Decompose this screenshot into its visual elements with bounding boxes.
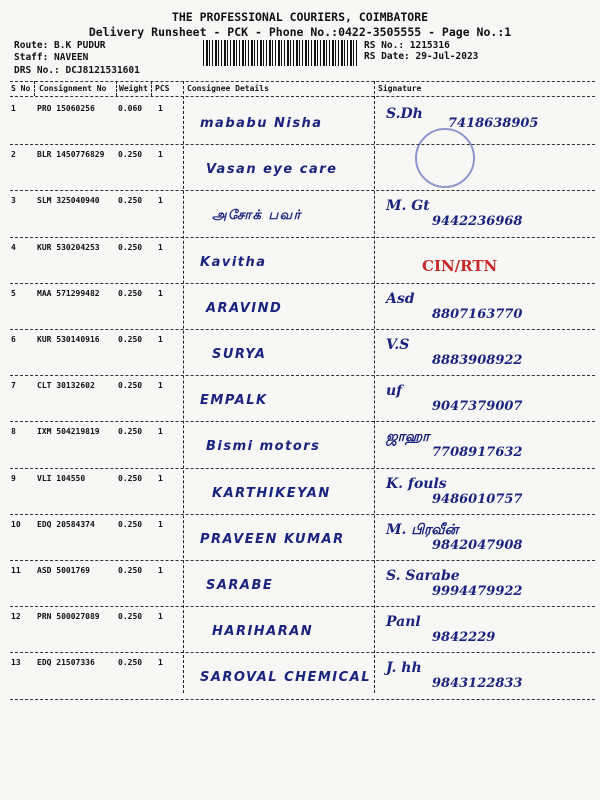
row-sno: 3 <box>11 196 16 206</box>
rs-number: RS No.: 1215316 <box>364 40 450 51</box>
row-weight: 0.250 <box>118 473 143 483</box>
consignee-name: அசோக் பவர் <box>212 208 302 224</box>
row-sno: 9 <box>11 473 16 483</box>
rs-date: RS Date: 29-Jul-2023 <box>364 51 479 62</box>
row-sno: 2 <box>11 150 16 160</box>
row-consignment: SLM 325040940 <box>37 196 100 206</box>
row-consignment: KUR 530140916 <box>37 335 100 344</box>
row-weight: 0.250 <box>118 150 143 160</box>
row-pcs: 1 <box>158 242 163 252</box>
consignee-name: PRAVEEN KUMAR <box>200 531 345 547</box>
row-consignment: VLI 104550 <box>37 473 86 483</box>
row-sno: 7 <box>11 381 16 391</box>
table-row <box>0 470 600 516</box>
col-pcs: PCS <box>155 84 170 93</box>
row-sno: 11 <box>11 566 21 575</box>
col-consignment: Consignment No <box>39 84 107 93</box>
signature-phone: 8883908922 <box>432 353 523 368</box>
row-divider <box>10 514 595 515</box>
row-weight: 0.250 <box>118 566 143 575</box>
row-divider <box>10 329 595 330</box>
row-pcs: 1 <box>158 335 163 344</box>
row-consignment: MAA 571299482 <box>37 288 100 298</box>
row-weight: 0.250 <box>118 658 143 668</box>
col-consignee: Consignee Details <box>187 84 269 93</box>
row-weight: 0.250 <box>118 612 143 622</box>
signature-phone: 9994479922 <box>432 584 523 599</box>
row-pcs: 1 <box>158 658 163 668</box>
row-sno: 5 <box>11 288 16 298</box>
signature-phone: 7708917632 <box>432 445 523 461</box>
signature-phone: 9842229 <box>432 630 496 646</box>
table-row <box>0 146 600 192</box>
table-row <box>0 608 600 654</box>
signature-mark: CIN/RTN <box>422 256 498 275</box>
row-sno: 13 <box>11 658 21 668</box>
row-divider <box>10 144 595 145</box>
row-sno: 10 <box>11 519 21 529</box>
row-divider <box>10 190 595 191</box>
stamp-mark <box>415 128 475 188</box>
row-pcs: 1 <box>158 288 163 298</box>
row-divider <box>10 699 595 700</box>
runsheet-subtitle: Delivery Runsheet - PCK - Phone No.:0422-3505555 - Page No.:1 <box>88 25 512 39</box>
row-pcs: 1 <box>158 519 163 529</box>
table-row <box>0 516 600 562</box>
row-pcs: 1 <box>158 473 163 483</box>
row-weight: 0.250 <box>118 381 143 391</box>
route-label: Route: B.K PUDUR <box>14 40 106 51</box>
table-row <box>0 285 600 331</box>
row-sno: 6 <box>11 335 16 344</box>
signature-phone: 9442236968 <box>432 214 523 230</box>
row-divider <box>10 237 595 238</box>
row-consignment: IXM 504219819 <box>37 427 100 437</box>
consignee-name: Vasan eye care <box>206 162 338 178</box>
table-row <box>0 562 600 608</box>
row-consignment: PRO 15060256 <box>37 104 95 113</box>
table-row <box>0 100 600 146</box>
row-divider <box>10 560 595 561</box>
table-row <box>0 654 600 700</box>
row-sno: 1 <box>11 104 16 113</box>
signature-mark: ஜாஹா <box>386 429 430 446</box>
table-row <box>0 331 600 377</box>
signature-mark: Panl <box>386 614 421 631</box>
row-sno: 12 <box>11 612 21 622</box>
row-pcs: 1 <box>158 427 163 437</box>
col-divider <box>34 81 35 96</box>
table-row <box>0 377 600 423</box>
row-weight: 0.250 <box>118 519 143 529</box>
row-consignment: EDQ 21507336 <box>37 658 95 668</box>
row-consignment: CLT 30132602 <box>37 381 95 391</box>
row-divider <box>10 606 595 607</box>
signature-mark: S. Sarabe <box>386 568 460 584</box>
col-signature: Signature <box>378 84 422 93</box>
row-pcs: 1 <box>158 566 163 575</box>
consignee-name: mababu Nisha <box>200 116 323 131</box>
col-divider <box>116 81 117 96</box>
row-pcs: 1 <box>158 612 163 622</box>
signature-mark: J. hh <box>386 660 422 677</box>
consignee-name: SARABE <box>206 578 274 593</box>
row-consignment: ASD 5001769 <box>37 566 90 575</box>
table-row <box>0 192 600 238</box>
row-weight: 0.250 <box>118 242 143 252</box>
row-divider <box>10 375 595 376</box>
row-consignment: BLR 1450776829 <box>37 150 105 160</box>
signature-mark: Asd <box>386 290 415 307</box>
signature-phone: 7418638905 <box>448 116 539 131</box>
table-row <box>0 239 600 285</box>
signature-phone: 9486010757 <box>432 491 523 507</box>
consignee-name: KARTHIKEYAN <box>212 485 331 501</box>
barcode <box>203 40 357 66</box>
row-weight: 0.060 <box>118 104 143 113</box>
drs-number: DRS No.: DCJ8121531601 <box>14 65 140 76</box>
row-consignment: EDQ 20584374 <box>37 519 95 529</box>
header-bottom-line <box>10 96 595 97</box>
signature-mark: K. fouls <box>386 475 447 492</box>
consignee-name: SURYA <box>212 347 267 362</box>
row-pcs: 1 <box>158 150 163 160</box>
consignee-name: Bismi motors <box>206 439 321 455</box>
consignee-name: EMPALK <box>200 393 268 409</box>
header-top-line <box>10 81 595 82</box>
signature-mark: M. Gt <box>386 198 430 215</box>
signature-phone: 9842047908 <box>432 537 523 553</box>
row-weight: 0.250 <box>118 196 143 206</box>
row-sno: 4 <box>11 242 16 252</box>
signature-phone: 9843122833 <box>432 676 523 692</box>
col-divider <box>151 81 152 96</box>
row-pcs: 1 <box>158 104 163 113</box>
consignee-name: SAROVAL CHEMICAL <box>200 670 372 686</box>
row-divider <box>10 652 595 653</box>
row-sno: 8 <box>11 427 16 437</box>
table-row <box>0 423 600 469</box>
row-divider <box>10 468 595 469</box>
row-pcs: 1 <box>158 381 163 391</box>
consignee-name: HARIHARAN <box>212 624 314 640</box>
row-consignment: PRN 500027089 <box>37 612 100 622</box>
row-divider <box>10 421 595 422</box>
row-weight: 0.250 <box>118 288 143 298</box>
consignee-name: Kavitha <box>200 254 267 270</box>
row-consignment: KUR 530204253 <box>37 242 100 252</box>
signature-mark: S.Dh <box>386 106 423 122</box>
row-weight: 0.250 <box>118 335 143 344</box>
signature-mark: uf <box>386 383 403 400</box>
signature-mark: M. பிரவீன் <box>386 521 459 538</box>
row-weight: 0.250 <box>118 427 143 437</box>
signature-mark: V.S <box>386 337 410 353</box>
consignee-name: ARAVIND <box>206 300 283 316</box>
col-sno: S No <box>11 84 31 93</box>
row-divider <box>10 283 595 284</box>
table-header <box>0 82 600 96</box>
staff-label: Staff: NAVEEN <box>14 52 89 63</box>
signature-phone: 8807163770 <box>432 306 523 322</box>
company-title: THE PROFESSIONAL COURIERS, COIMBATORE <box>171 10 429 24</box>
row-pcs: 1 <box>158 196 163 206</box>
signature-phone: 9047379007 <box>432 399 523 415</box>
col-weight: Weight <box>119 84 148 93</box>
